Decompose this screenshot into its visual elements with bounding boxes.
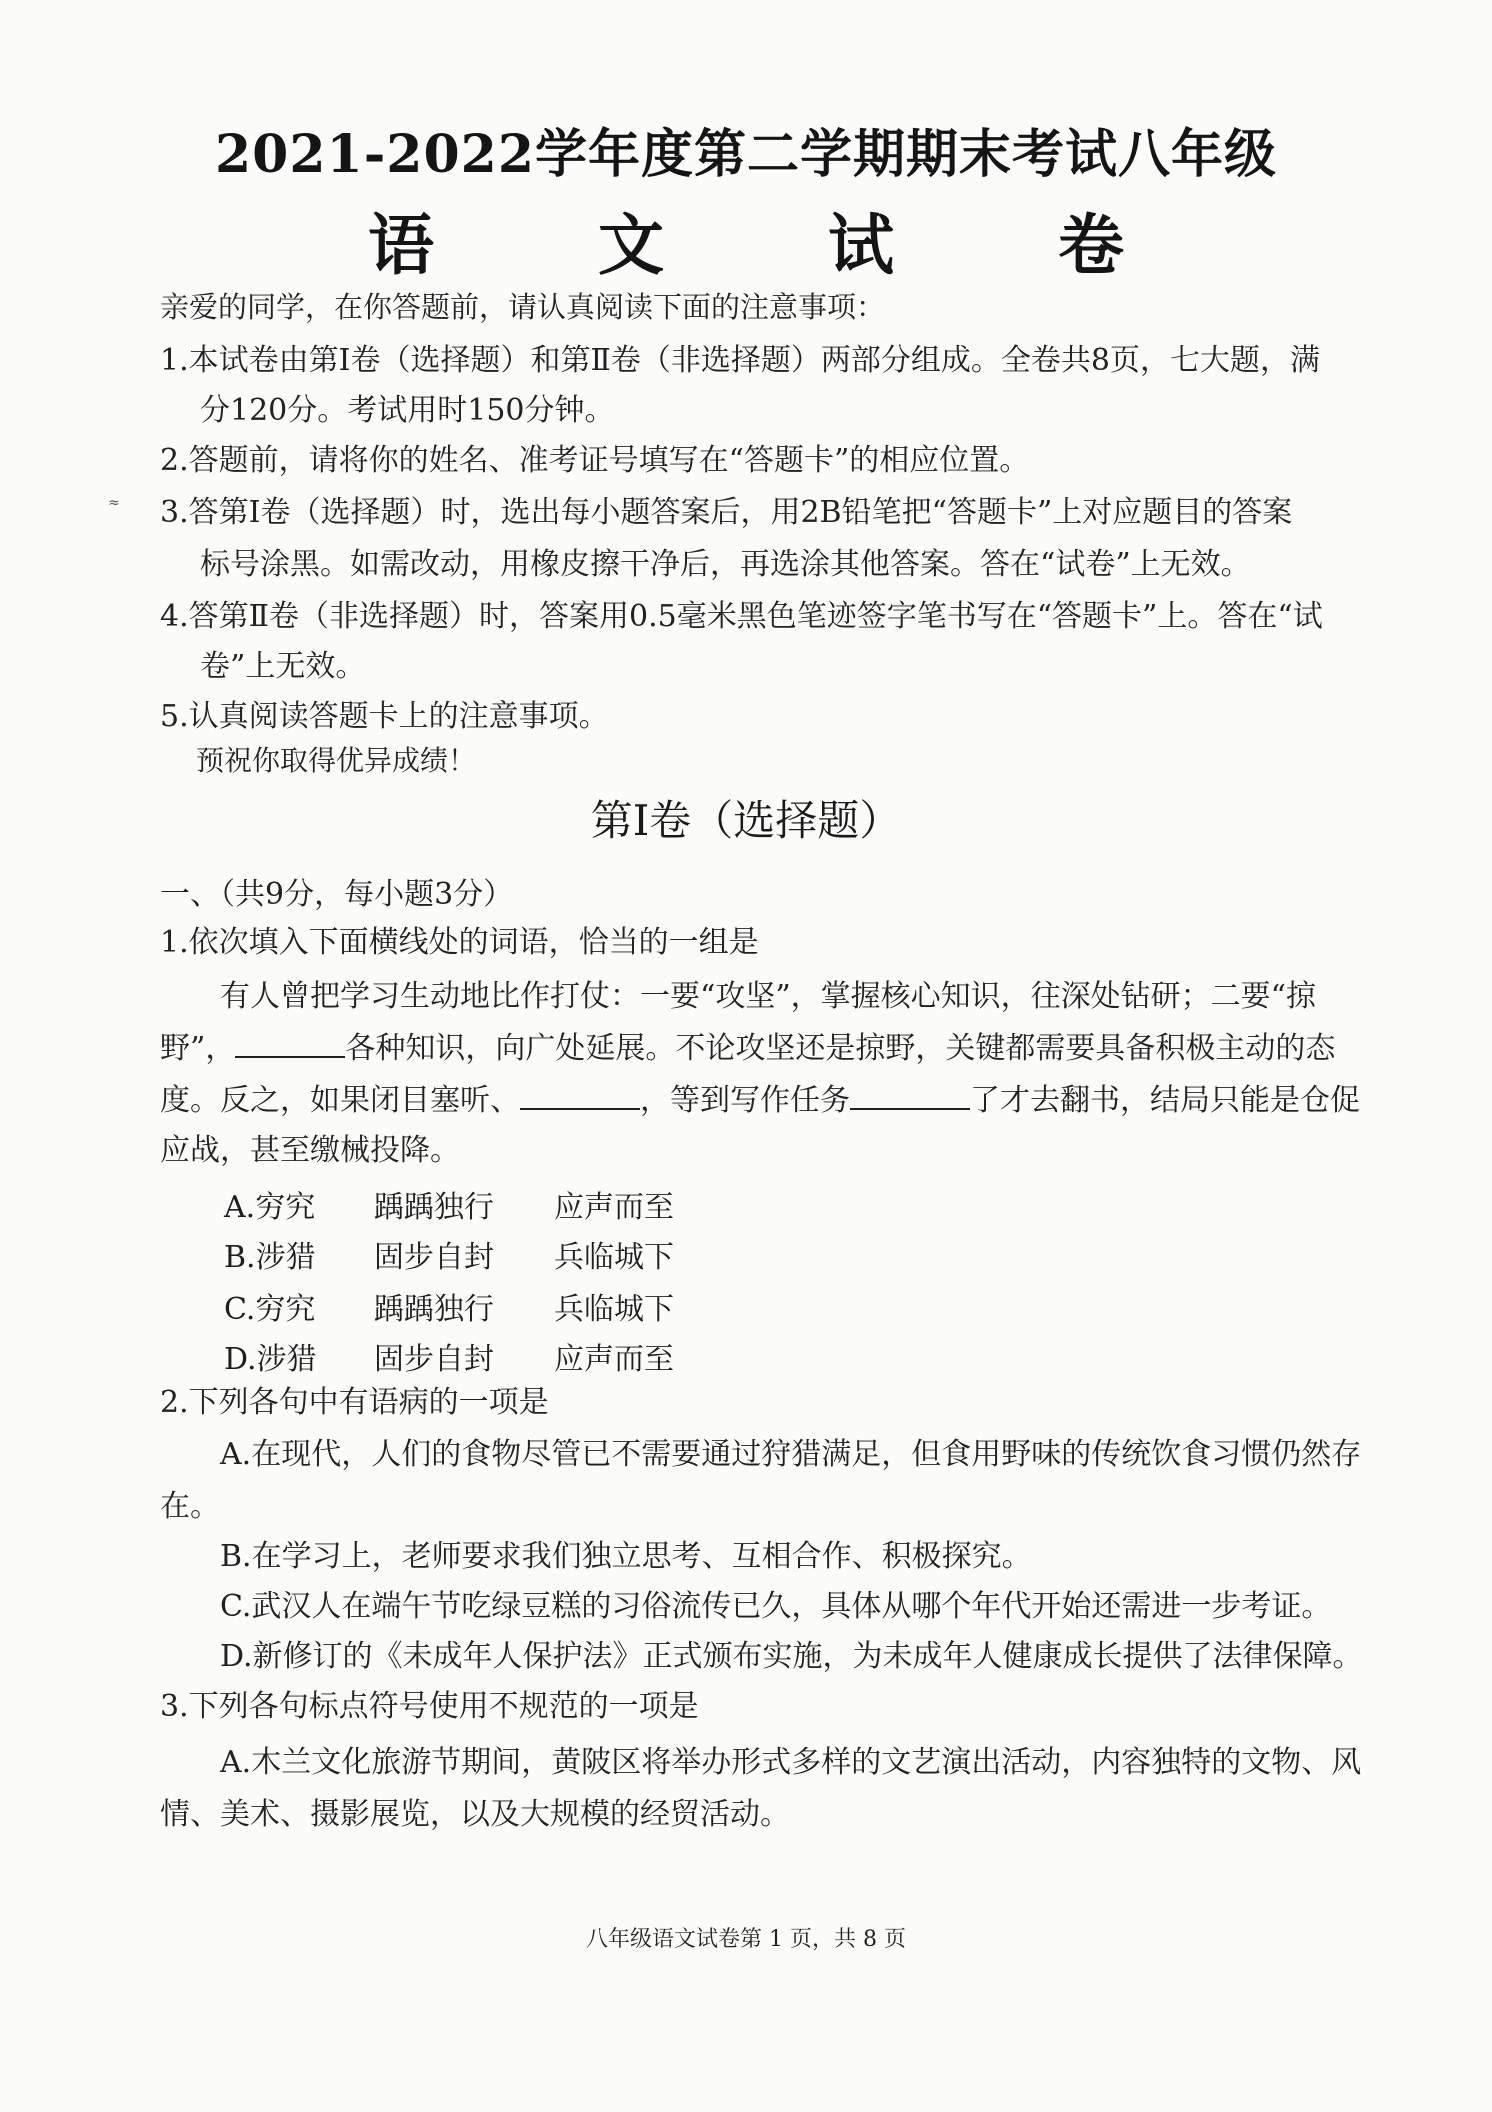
q1-passage-text: 各种知识，向广处延展。不论攻坚还是掠野，关键都需要具备积极主动的态 — [345, 1031, 1336, 1066]
q1-blank-1 — [235, 1030, 345, 1058]
q1-option-word: 兵临城下 — [554, 1292, 674, 1327]
scan-mark: ≈ — [108, 495, 120, 511]
paper-title-char: 卷 — [1058, 206, 1124, 284]
q1-passage-line-2 — [160, 1030, 1335, 1068]
q2-option-c: C.武汉人在端午节吃绿豆糕的习俗流传已久，具体从哪个年代开始还需进一步考证。 — [220, 1589, 1332, 1624]
q1-option-word: 应声而至 — [554, 1190, 674, 1225]
paper-title-char: 文 — [598, 206, 664, 284]
q2-option-d: D.新修订的《未成年人保护法》正式颁布实施，为未成年人健康成长提供了法律保障。 — [220, 1639, 1363, 1674]
page-footer: 八年级语文试卷第 1 页，共 8 页 — [586, 1927, 906, 1952]
q3-option-a: A.木兰文化旅游节期间，黄陂区将举办形式多样的文艺演出活动，内容独特的文物、风 — [220, 1745, 1362, 1780]
q3-stem: 3.下列各句标点符号使用不规范的一项是 — [160, 1689, 699, 1724]
notice-item-3-cont: 标号涂黑。如需改动，用橡皮擦干净后，再选涂其他答案。答在“试卷”上无效。 — [200, 547, 1251, 582]
q1-stem: 1.依次填入下面横线处的词语，恰当的一组是 — [160, 925, 759, 960]
paper-title — [0, 192, 1492, 287]
q1-option-word: 应声而至 — [554, 1342, 674, 1377]
q3-option-a-cont: 情、美术、摄影展览，以及大规模的经贸活动。 — [160, 1797, 790, 1832]
q1-option-label: C.穷究 — [224, 1292, 316, 1327]
paper-title-char: 试 — [828, 206, 894, 284]
q1-option-word: 兵临城下 — [554, 1240, 674, 1275]
q1-option-label: B.涉猎 — [224, 1240, 316, 1275]
section-title: 第Ⅰ卷（选择题） — [590, 796, 902, 845]
q1-passage-text: ，等到写作任务 — [640, 1083, 850, 1118]
notice-item-4: 4.答第Ⅱ卷（非选择题）时，答案用0.5毫米黑色笔迹签字笔书写在“答题卡”上。答在“试 — [160, 599, 1323, 634]
q1-passage-text: 度。反之，如果闭目塞听、 — [160, 1083, 520, 1118]
q1-option-word: 固步自封 — [374, 1342, 494, 1377]
notice-item-4-cont: 卷”上无效。 — [200, 649, 366, 684]
notice-item-1-cont: 分120分。考试用时150分钟。 — [200, 393, 615, 428]
q1-blank-2 — [520, 1082, 640, 1110]
q1-blank-3 — [850, 1082, 970, 1110]
notice-item-3: 3.答第Ⅰ卷（选择题）时，选出每小题答案后，用2B铅笔把“答题卡”上对应题目的答案 — [160, 495, 1293, 530]
q1-option-label: A.穷究 — [224, 1190, 316, 1225]
q2-option-a-cont: 在。 — [160, 1489, 220, 1524]
notice-wish: 预祝你取得优异成绩！ — [196, 744, 477, 777]
notice-item-2: 2.答题前，请将你的姓名、准考证号填写在“答题卡”的相应位置。 — [160, 443, 1030, 478]
q1-passage-text: 了才去翻书，结局只能是仓促 — [970, 1083, 1360, 1118]
paper-title-char: 语 — [368, 206, 434, 284]
notice-intro: 亲爱的同学，在你答题前，请认真阅读下面的注意事项： — [160, 290, 886, 324]
q2-option-b: B.在学习上，老师要求我们独立思考、互相合作、积极探究。 — [220, 1539, 1032, 1574]
q1-option-word: 踽踽独行 — [374, 1190, 494, 1225]
q1-passage-line-1: 有人曾把学习生动地比作打仗：一要“攻坚”，掌握核心知识，往深处钻研；二要“掠 — [220, 979, 1317, 1014]
notice-item-1: 1.本试卷由第Ⅰ卷（选择题）和第Ⅱ卷（非选择题）两部分组成。全卷共8页，七大题，满 — [160, 343, 1320, 378]
q2-option-a: A.在现代，人们的食物尽管已不需要通过狩猎满足，但食用野味的传统饮食习惯仍然存 — [220, 1437, 1362, 1472]
q1-passage-line-4: 应战，甚至缴械投降。 — [160, 1133, 460, 1168]
q1-option-label: D.涉猎 — [224, 1342, 317, 1377]
exam-title: 2021-2022学年度第二学期期末考试八年级 — [214, 124, 1278, 185]
q1-passage-line-3 — [160, 1082, 1360, 1120]
notice-item-5: 5.认真阅读答题卡上的注意事项。 — [160, 699, 609, 734]
q1-option-word: 固步自封 — [374, 1240, 494, 1275]
q1-passage-text: 野”， — [160, 1031, 236, 1066]
q2-stem: 2.下列各句中有语病的一项是 — [160, 1385, 549, 1420]
q1-option-word: 踽踽独行 — [374, 1292, 494, 1327]
part-header: 一、（共9分，每小题3分） — [160, 877, 514, 912]
